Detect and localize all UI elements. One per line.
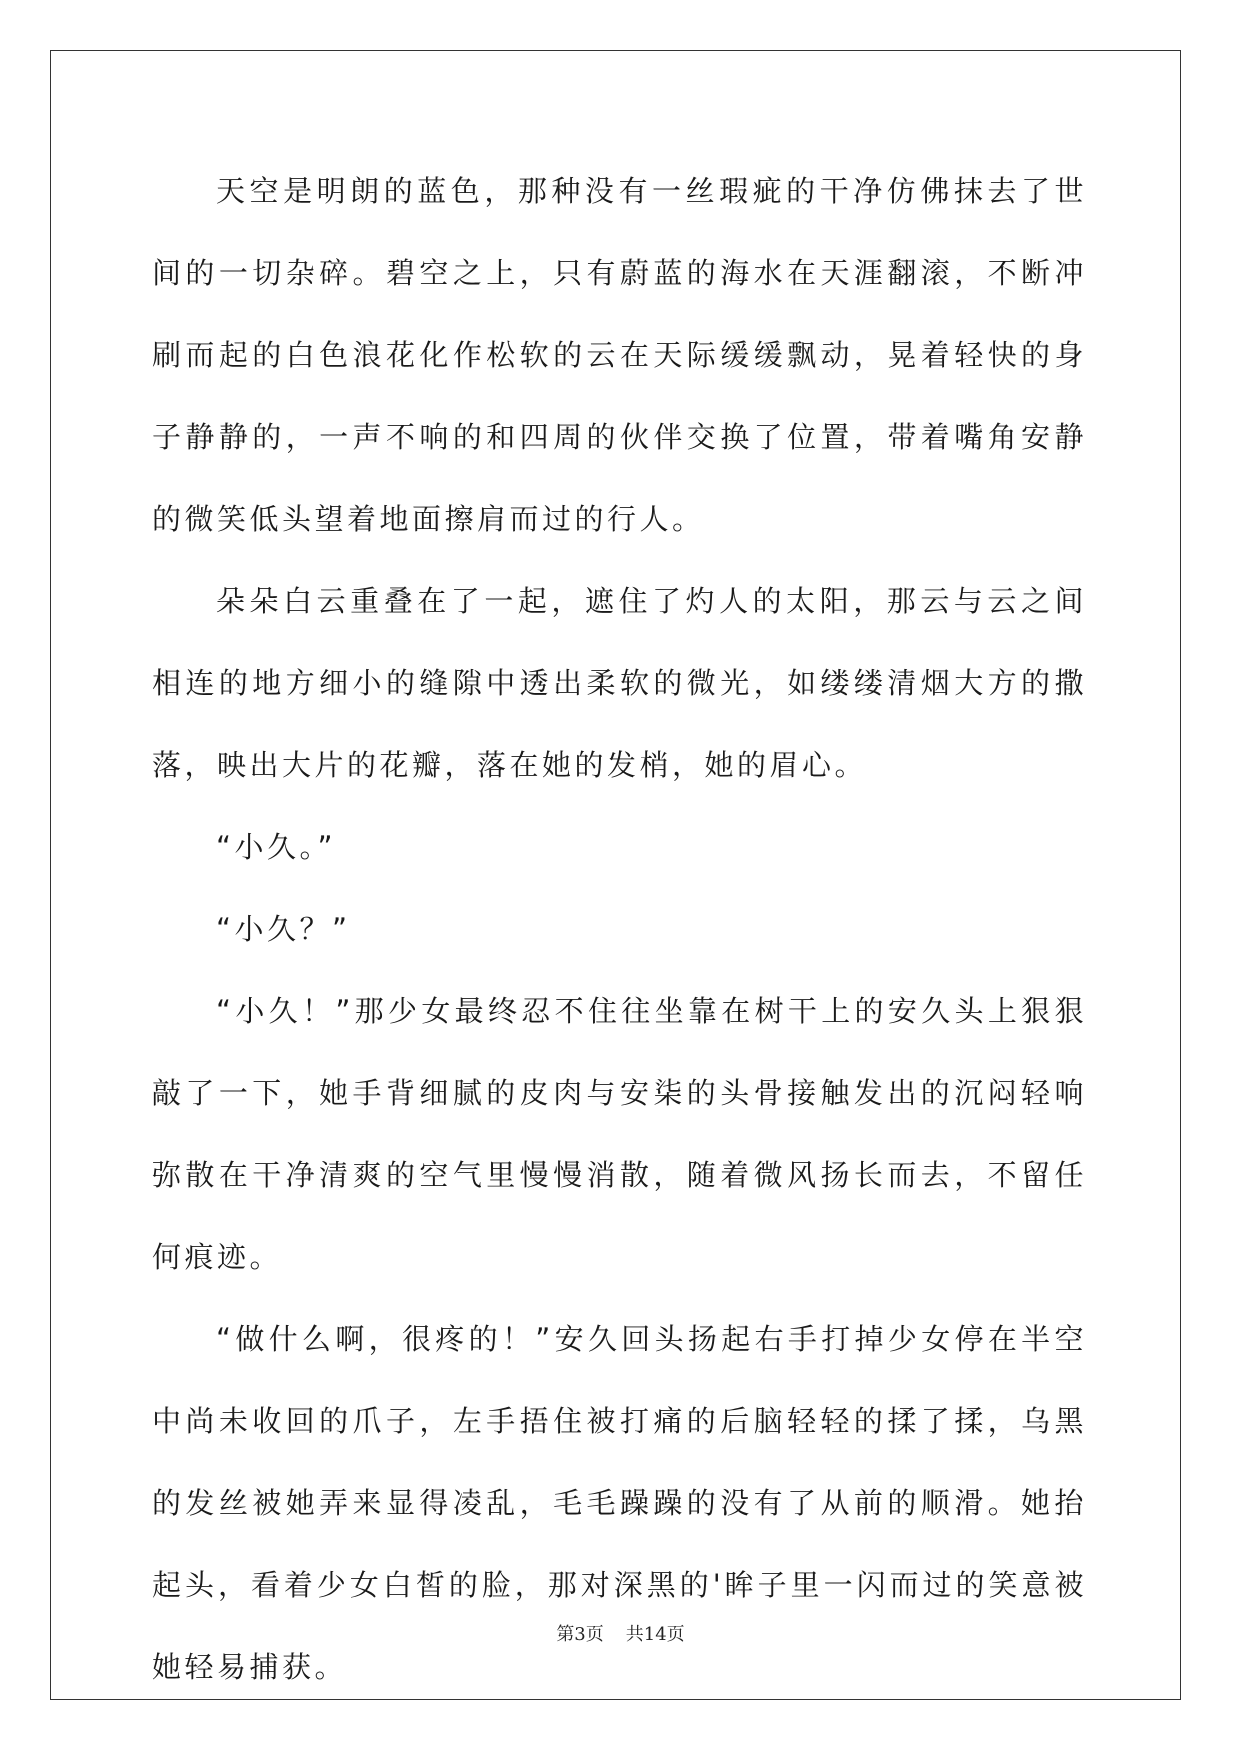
page-total: 共14页 — [625, 1624, 685, 1645]
page-footer — [0, 1620, 1241, 1646]
paragraph-4: “小久？” — [216, 912, 351, 946]
paragraph-6: “做什么啊，很疼的！”安久回头扬起右手打掉少女停在半空中尚未收回的爪子，左手捂住被打痛的后脑轻轻的揉了揉，乌黑的发丝被她弄来显得凌乱，毛毛躁躁的没有了从前的顺滑。她抬起头，看着少女白皙的脸，那对深黑的'眸子里一闪而过的笑意被她轻易捕获。 — [152, 1322, 1087, 1684]
paragraph-2: 朵朵白云重叠在了一起，遮住了灼人的太阳，那云与云之间相连的地方细小的缝隙中透出柔软的微光，如缕缕清烟大方的撒落，映出大片的花瓣，落在她的发梢，她的眉心。 — [152, 584, 1087, 782]
paragraph-1: 天空是明朗的蓝色，那种没有一丝瑕疵的干净仿佛抹去了世间的一切杂碎。碧空之上，只有蔚蓝的海水在天涯翻滚，不断冲刷而起的白色浪花化作松软的云在天际缓缓飘动，晃着轻快的身子静静的，一声不响的和四周的伙伴交换了位置，带着嘴角安静的微笑低头望着地面擦肩而过的行人。 — [152, 174, 1087, 536]
page-number: 第3页 — [556, 1624, 604, 1645]
paragraph-5: “小久！”那少女最终忍不住往坐靠在树干上的安久头上狠狠敲了一下，她手背细腻的皮肉与安柒的头骨接触发出的沉闷轻响弥散在干净清爽的空气里慢慢消散，随着微风扬长而去，不留任何痕迹。 — [152, 994, 1087, 1274]
document-body — [152, 150, 1087, 1708]
paragraph-3: “小久。” — [216, 830, 337, 864]
